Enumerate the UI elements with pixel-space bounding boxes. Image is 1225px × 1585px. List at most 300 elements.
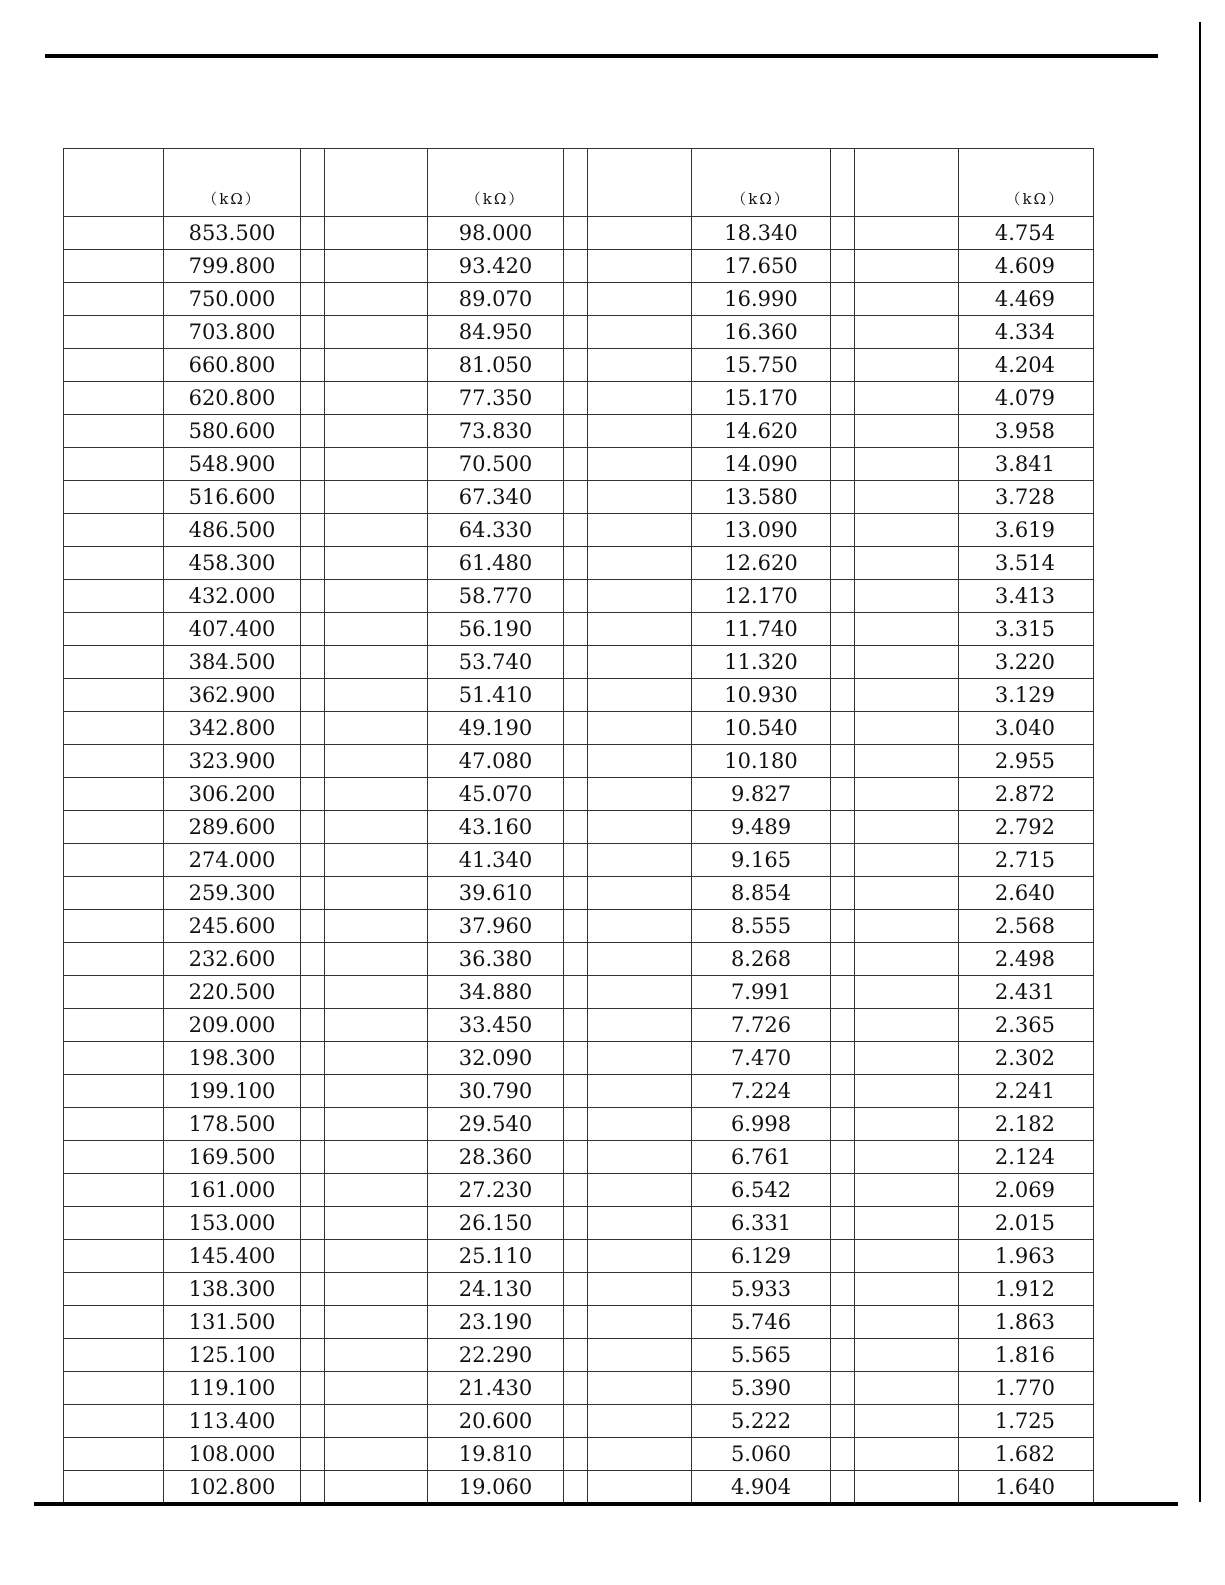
spacer-cell xyxy=(564,1141,588,1174)
table-row xyxy=(64,811,1094,844)
spacer-cell xyxy=(564,1108,588,1141)
resistance-value-cell: 14.620 xyxy=(692,415,831,448)
resistance-value-cell: 1.816 xyxy=(959,1339,1094,1372)
blank-cell xyxy=(64,1207,164,1240)
spacer-cell xyxy=(564,844,588,877)
resistance-value-cell: 64.330 xyxy=(428,514,564,547)
blank-cell xyxy=(855,481,959,514)
spacer-cell xyxy=(564,1009,588,1042)
blank-cell xyxy=(855,1339,959,1372)
blank-cell xyxy=(325,250,428,283)
spacer-cell xyxy=(301,481,325,514)
table-row xyxy=(64,844,1094,877)
spacer-cell xyxy=(564,547,588,580)
blank-cell xyxy=(64,547,164,580)
resistance-value-cell: 28.360 xyxy=(428,1141,564,1174)
resistance-value-cell: 5.222 xyxy=(692,1405,831,1438)
blank-cell xyxy=(64,1174,164,1207)
blank-cell xyxy=(588,712,692,745)
resistance-value-cell: 306.200 xyxy=(164,778,301,811)
header-blank-cell xyxy=(855,149,959,217)
spacer-cell xyxy=(831,1405,855,1438)
unit-header-col-3: （kΩ） xyxy=(692,149,831,217)
spacer-cell xyxy=(301,679,325,712)
blank-cell xyxy=(64,613,164,646)
resistance-value-cell: 3.040 xyxy=(959,712,1094,745)
table-row xyxy=(64,1108,1094,1141)
resistance-value-cell: 24.130 xyxy=(428,1273,564,1306)
blank-cell xyxy=(855,778,959,811)
resistance-value-cell: 6.761 xyxy=(692,1141,831,1174)
spacer-cell xyxy=(564,778,588,811)
blank-cell xyxy=(855,1405,959,1438)
resistance-value-cell: 77.350 xyxy=(428,382,564,415)
resistance-value-cell: 108.000 xyxy=(164,1438,301,1471)
spacer-cell xyxy=(301,1240,325,1273)
blank-cell xyxy=(588,547,692,580)
blank-cell xyxy=(855,1273,959,1306)
spacer-cell xyxy=(564,679,588,712)
resistance-value-cell: 13.090 xyxy=(692,514,831,547)
blank-cell xyxy=(588,1141,692,1174)
spacer-cell xyxy=(831,580,855,613)
table-row xyxy=(64,1075,1094,1108)
spacer-cell xyxy=(564,712,588,745)
blank-cell xyxy=(64,1471,164,1504)
resistance-value-cell: 580.600 xyxy=(164,415,301,448)
table-row xyxy=(64,316,1094,349)
blank-cell xyxy=(64,1009,164,1042)
resistance-value-cell: 58.770 xyxy=(428,580,564,613)
blank-cell xyxy=(64,283,164,316)
spacer-cell xyxy=(564,382,588,415)
blank-cell xyxy=(855,976,959,1009)
blank-cell xyxy=(64,1405,164,1438)
blank-cell xyxy=(588,481,692,514)
resistance-value-cell: 432.000 xyxy=(164,580,301,613)
resistance-value-cell: 2.872 xyxy=(959,778,1094,811)
resistance-value-cell: 2.302 xyxy=(959,1042,1094,1075)
resistance-value-cell: 750.000 xyxy=(164,283,301,316)
blank-cell xyxy=(855,547,959,580)
spacer-cell xyxy=(831,811,855,844)
spacer-cell xyxy=(564,613,588,646)
blank-cell xyxy=(64,514,164,547)
spacer-cell xyxy=(564,811,588,844)
blank-cell xyxy=(588,1306,692,1339)
resistance-value-cell: 4.334 xyxy=(959,316,1094,349)
blank-cell xyxy=(325,580,428,613)
blank-cell xyxy=(588,745,692,778)
resistance-value-cell: 32.090 xyxy=(428,1042,564,1075)
resistance-value-cell: 10.930 xyxy=(692,679,831,712)
resistance-value-cell: 84.950 xyxy=(428,316,564,349)
blank-cell xyxy=(855,1075,959,1108)
blank-cell xyxy=(325,613,428,646)
spacer-cell xyxy=(831,349,855,382)
blank-cell xyxy=(64,415,164,448)
spacer-cell xyxy=(301,1174,325,1207)
blank-cell xyxy=(588,382,692,415)
blank-cell xyxy=(588,514,692,547)
blank-cell xyxy=(855,910,959,943)
blank-cell xyxy=(64,1372,164,1405)
blank-cell xyxy=(64,1438,164,1471)
spacer-cell xyxy=(831,844,855,877)
blank-cell xyxy=(855,646,959,679)
blank-cell xyxy=(325,1306,428,1339)
spacer-cell xyxy=(831,1240,855,1273)
resistance-value-cell: 73.830 xyxy=(428,415,564,448)
resistance-value-cell: 47.080 xyxy=(428,745,564,778)
resistance-value-cell: 232.600 xyxy=(164,943,301,976)
blank-cell xyxy=(325,811,428,844)
spacer-cell xyxy=(301,1207,325,1240)
blank-cell xyxy=(325,1339,428,1372)
blank-cell xyxy=(855,1306,959,1339)
resistance-value-cell: 36.380 xyxy=(428,943,564,976)
resistance-value-cell: 41.340 xyxy=(428,844,564,877)
resistance-value-cell: 1.725 xyxy=(959,1405,1094,1438)
spacer-cell xyxy=(831,1108,855,1141)
blank-cell xyxy=(64,646,164,679)
blank-cell xyxy=(64,976,164,1009)
blank-cell xyxy=(64,481,164,514)
resistance-value-cell: 7.726 xyxy=(692,1009,831,1042)
table-row xyxy=(64,679,1094,712)
blank-cell xyxy=(588,316,692,349)
blank-cell xyxy=(325,316,428,349)
resistance-value-cell: 3.958 xyxy=(959,415,1094,448)
blank-cell xyxy=(588,1405,692,1438)
spacer-cell xyxy=(301,1405,325,1438)
blank-cell xyxy=(64,316,164,349)
table-row xyxy=(64,778,1094,811)
spacer-cell xyxy=(564,1273,588,1306)
spacer-cell xyxy=(564,1240,588,1273)
spacer-cell xyxy=(564,1306,588,1339)
blank-cell xyxy=(588,283,692,316)
spacer-cell xyxy=(301,877,325,910)
resistance-value-cell: 10.540 xyxy=(692,712,831,745)
table-row xyxy=(64,481,1094,514)
resistance-value-cell: 2.069 xyxy=(959,1174,1094,1207)
blank-cell xyxy=(588,910,692,943)
blank-cell xyxy=(588,580,692,613)
table-row xyxy=(64,745,1094,778)
resistance-value-cell: 486.500 xyxy=(164,514,301,547)
blank-cell xyxy=(588,1009,692,1042)
resistance-value-cell: 407.400 xyxy=(164,613,301,646)
blank-cell xyxy=(588,943,692,976)
blank-cell xyxy=(325,679,428,712)
spacer-cell xyxy=(564,481,588,514)
blank-cell xyxy=(325,1273,428,1306)
spacer-cell xyxy=(564,250,588,283)
table-row xyxy=(64,1141,1094,1174)
resistance-value-cell: 6.998 xyxy=(692,1108,831,1141)
blank-cell xyxy=(325,778,428,811)
blank-cell xyxy=(325,514,428,547)
blank-cell xyxy=(64,1339,164,1372)
spacer-cell xyxy=(831,646,855,679)
blank-cell xyxy=(588,679,692,712)
resistance-value-cell: 16.990 xyxy=(692,283,831,316)
spacer-cell xyxy=(564,316,588,349)
resistance-value-cell: 169.500 xyxy=(164,1141,301,1174)
resistance-value-cell: 12.620 xyxy=(692,547,831,580)
blank-cell xyxy=(325,448,428,481)
spacer-cell xyxy=(831,877,855,910)
resistance-value-cell: 14.090 xyxy=(692,448,831,481)
table-row xyxy=(64,448,1094,481)
resistance-value-cell: 4.079 xyxy=(959,382,1094,415)
table-row xyxy=(64,1009,1094,1042)
resistance-value-cell: 43.160 xyxy=(428,811,564,844)
blank-cell xyxy=(855,250,959,283)
spacer-cell xyxy=(831,1273,855,1306)
spacer-cell xyxy=(564,1471,588,1504)
resistance-value-cell: 245.600 xyxy=(164,910,301,943)
resistance-value-cell: 119.100 xyxy=(164,1372,301,1405)
blank-cell xyxy=(325,1240,428,1273)
resistance-value-cell: 220.500 xyxy=(164,976,301,1009)
blank-cell xyxy=(325,415,428,448)
resistance-value-cell: 37.960 xyxy=(428,910,564,943)
resistance-value-cell: 22.290 xyxy=(428,1339,564,1372)
resistance-value-cell: 3.514 xyxy=(959,547,1094,580)
blank-cell xyxy=(325,1471,428,1504)
spacer-cell xyxy=(831,316,855,349)
blank-cell xyxy=(588,811,692,844)
header-spacer-cell xyxy=(564,149,588,217)
blank-cell xyxy=(855,943,959,976)
blank-cell xyxy=(64,382,164,415)
unit-header-col-2: （kΩ） xyxy=(428,149,564,217)
spacer-cell xyxy=(564,1438,588,1471)
table-row xyxy=(64,580,1094,613)
spacer-cell xyxy=(831,910,855,943)
spacer-cell xyxy=(564,1339,588,1372)
resistance-value-cell: 30.790 xyxy=(428,1075,564,1108)
resistance-value-cell: 89.070 xyxy=(428,283,564,316)
resistance-value-cell: 199.100 xyxy=(164,1075,301,1108)
spacer-cell xyxy=(301,1273,325,1306)
unit-header-col-1: （kΩ） xyxy=(164,149,301,217)
spacer-cell xyxy=(301,1306,325,1339)
resistance-value-cell: 6.542 xyxy=(692,1174,831,1207)
blank-cell xyxy=(325,1405,428,1438)
blank-cell xyxy=(64,1108,164,1141)
blank-cell xyxy=(855,1438,959,1471)
resistance-value-cell: 27.230 xyxy=(428,1174,564,1207)
blank-cell xyxy=(588,1339,692,1372)
blank-cell xyxy=(588,646,692,679)
table-row xyxy=(64,613,1094,646)
resistance-value-cell: 138.300 xyxy=(164,1273,301,1306)
blank-cell xyxy=(855,349,959,382)
blank-cell xyxy=(64,250,164,283)
resistance-value-cell: 853.500 xyxy=(164,217,301,250)
spacer-cell xyxy=(831,1207,855,1240)
resistance-value-cell: 18.340 xyxy=(692,217,831,250)
top-rule xyxy=(45,54,1158,58)
spacer-cell xyxy=(564,1207,588,1240)
spacer-cell xyxy=(301,976,325,1009)
spacer-cell xyxy=(301,778,325,811)
blank-cell xyxy=(64,877,164,910)
blank-cell xyxy=(64,349,164,382)
spacer-cell xyxy=(564,976,588,1009)
resistance-value-cell: 548.900 xyxy=(164,448,301,481)
resistance-value-cell: 3.841 xyxy=(959,448,1094,481)
resistance-value-cell: 274.000 xyxy=(164,844,301,877)
blank-cell xyxy=(855,1471,959,1504)
spacer-cell xyxy=(831,1339,855,1372)
blank-cell xyxy=(855,1009,959,1042)
resistance-value-cell: 362.900 xyxy=(164,679,301,712)
resistance-value-cell: 12.170 xyxy=(692,580,831,613)
blank-cell xyxy=(588,1207,692,1240)
spacer-cell xyxy=(831,1174,855,1207)
resistance-value-cell: 2.124 xyxy=(959,1141,1094,1174)
spacer-cell xyxy=(831,1372,855,1405)
table-row xyxy=(64,1207,1094,1240)
table-row xyxy=(64,1306,1094,1339)
blank-cell xyxy=(325,1108,428,1141)
resistance-value-cell: 34.880 xyxy=(428,976,564,1009)
blank-cell xyxy=(855,613,959,646)
blank-cell xyxy=(64,778,164,811)
spacer-cell xyxy=(301,580,325,613)
resistance-value-cell: 161.000 xyxy=(164,1174,301,1207)
resistance-value-cell: 3.315 xyxy=(959,613,1094,646)
spacer-cell xyxy=(301,448,325,481)
table-row xyxy=(64,1240,1094,1273)
spacer-cell xyxy=(564,943,588,976)
table-row xyxy=(64,943,1094,976)
blank-cell xyxy=(64,217,164,250)
resistance-value-cell: 26.150 xyxy=(428,1207,564,1240)
spacer-cell xyxy=(831,976,855,1009)
spacer-cell xyxy=(301,316,325,349)
blank-cell xyxy=(855,1141,959,1174)
blank-cell xyxy=(64,910,164,943)
table-row xyxy=(64,1372,1094,1405)
resistance-value-cell: 15.170 xyxy=(692,382,831,415)
resistance-value-cell: 11.320 xyxy=(692,646,831,679)
spacer-cell xyxy=(301,844,325,877)
resistance-value-cell: 20.600 xyxy=(428,1405,564,1438)
resistance-table xyxy=(63,148,1094,1504)
blank-cell xyxy=(855,712,959,745)
resistance-value-cell: 384.500 xyxy=(164,646,301,679)
blank-cell xyxy=(855,283,959,316)
blank-cell xyxy=(325,745,428,778)
blank-cell xyxy=(588,217,692,250)
spacer-cell xyxy=(564,1372,588,1405)
spacer-cell xyxy=(564,580,588,613)
blank-cell xyxy=(64,448,164,481)
blank-cell xyxy=(588,1372,692,1405)
resistance-value-cell: 10.180 xyxy=(692,745,831,778)
resistance-value-cell: 70.500 xyxy=(428,448,564,481)
table-row xyxy=(64,1471,1094,1504)
resistance-value-cell: 3.728 xyxy=(959,481,1094,514)
spacer-cell xyxy=(564,415,588,448)
table-row xyxy=(64,712,1094,745)
resistance-value-cell: 3.220 xyxy=(959,646,1094,679)
spacer-cell xyxy=(831,481,855,514)
resistance-value-cell: 1.912 xyxy=(959,1273,1094,1306)
blank-cell xyxy=(588,844,692,877)
resistance-value-cell: 153.000 xyxy=(164,1207,301,1240)
resistance-value-cell: 145.400 xyxy=(164,1240,301,1273)
spacer-cell xyxy=(564,877,588,910)
spacer-cell xyxy=(564,1174,588,1207)
resistance-value-cell: 5.390 xyxy=(692,1372,831,1405)
blank-cell xyxy=(855,745,959,778)
spacer-cell xyxy=(301,910,325,943)
blank-cell xyxy=(64,943,164,976)
resistance-value-cell: 17.650 xyxy=(692,250,831,283)
resistance-value-cell: 178.500 xyxy=(164,1108,301,1141)
blank-cell xyxy=(325,1075,428,1108)
table-row xyxy=(64,250,1094,283)
resistance-value-cell: 2.715 xyxy=(959,844,1094,877)
blank-cell xyxy=(588,1240,692,1273)
resistance-value-cell: 39.610 xyxy=(428,877,564,910)
blank-cell xyxy=(325,1438,428,1471)
table-row xyxy=(64,382,1094,415)
spacer-cell xyxy=(564,349,588,382)
resistance-value-cell: 1.963 xyxy=(959,1240,1094,1273)
spacer-cell xyxy=(301,283,325,316)
resistance-value-cell: 2.640 xyxy=(959,877,1094,910)
spacer-cell xyxy=(831,382,855,415)
table-body xyxy=(64,149,1094,1504)
blank-cell xyxy=(855,1240,959,1273)
table-row xyxy=(64,547,1094,580)
resistance-value-cell: 4.204 xyxy=(959,349,1094,382)
spacer-cell xyxy=(831,745,855,778)
spacer-cell xyxy=(301,514,325,547)
resistance-value-cell: 49.190 xyxy=(428,712,564,745)
resistance-value-cell: 660.800 xyxy=(164,349,301,382)
spacer-cell xyxy=(301,811,325,844)
resistance-value-cell: 3.619 xyxy=(959,514,1094,547)
spacer-cell xyxy=(831,283,855,316)
table-row xyxy=(64,976,1094,1009)
table-row xyxy=(64,1438,1094,1471)
resistance-value-cell: 2.015 xyxy=(959,1207,1094,1240)
blank-cell xyxy=(588,1438,692,1471)
blank-cell xyxy=(855,1042,959,1075)
resistance-value-cell: 113.400 xyxy=(164,1405,301,1438)
blank-cell xyxy=(588,250,692,283)
resistance-value-cell: 516.600 xyxy=(164,481,301,514)
resistance-value-cell: 620.800 xyxy=(164,382,301,415)
resistance-value-cell: 5.933 xyxy=(692,1273,831,1306)
spacer-cell xyxy=(564,646,588,679)
resistance-value-cell: 198.300 xyxy=(164,1042,301,1075)
resistance-value-cell: 19.060 xyxy=(428,1471,564,1504)
spacer-cell xyxy=(301,382,325,415)
resistance-value-cell: 2.498 xyxy=(959,943,1094,976)
blank-cell xyxy=(325,1141,428,1174)
spacer-cell xyxy=(301,250,325,283)
header-blank-cell xyxy=(588,149,692,217)
